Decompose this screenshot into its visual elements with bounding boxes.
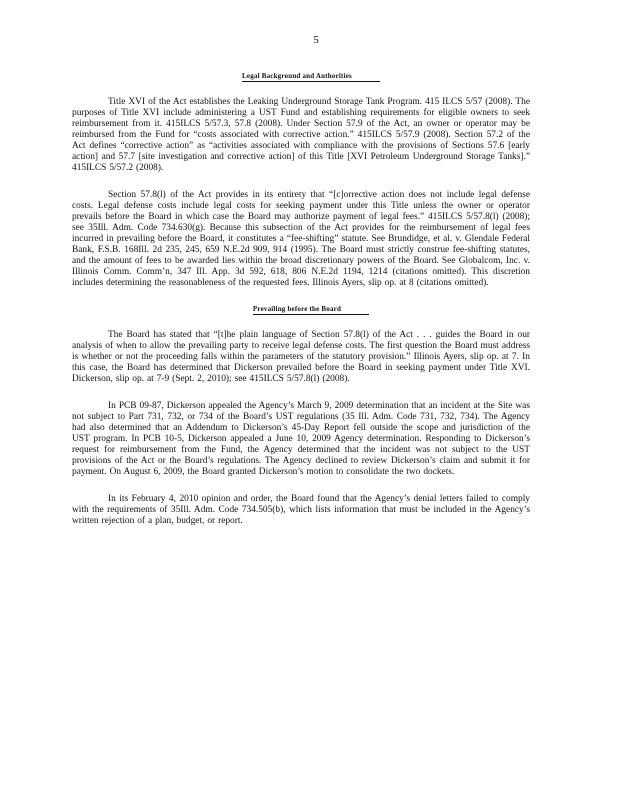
page-number: 5 (313, 34, 319, 46)
section-heading (92, 305, 530, 315)
section-prevailing (72, 305, 530, 527)
paragraph: Section 57.8(l) of the Act provides in its entirety that “[c]orrective action does not include legal defense costs. Legal defense costs include legal costs for seeking payment under this Title unless the owner or operator prevails before the Board in which case the Board may authorize payment of legal fees.” 415ILCS 5/57.8(l) (2008); see 35Ill. Adm. Code 734.630(g). Because this subsection of the Act provides for the reimbursement of legal fees incurred in prevailing before the Board, it constitutes a “fee-shifting” statute. See Brundidge, et al. v. Glendale Federal Bank, F.S.B. 168Ill. 2d 235, 245, 659 N.E.2d 909, 914 (1995). The Board must strictly construe fee-shifting statutes, and the amount of fees to be awarded lies within the broad discretionary powers of the Board. See Globalcom, Inc. v. Illinois Comm. Comm’n, 347 Ill. App. 3d 592, 618, 806 N.E.2d 1194, 1214 (citations omitted). This discretion includes determining the reasonableness of the requested fees. Illinois Ayers, slip op. at 8 (citations omitted). (72, 190, 530, 288)
paragraph: The Board has stated that “[t]he plain language of Section 57.8(l) of the Act . . . guides the Board in our analysis of when to allow the prevailing party to receive legal defense costs. The first question the Board must address is whether or not the proceeding falls within the parameters of the statutory provision.” Illinois Ayers, slip op. at 7. In this case, the Board has determined that Dickerson prevailed before the Board in seeking payment under Title XVI. Dickerson, slip op. at 7-9 (Sept. 2, 2010); see 415ILCS 5/57.8(l) (2008). (72, 330, 530, 384)
section-heading-text: Legal Background and Authorities (242, 72, 380, 82)
section-legal-background (72, 72, 530, 289)
section-heading-text: Prevailing before the Board (253, 305, 369, 315)
document-page (72, 34, 530, 543)
section-heading (92, 72, 530, 82)
paragraph: In PCB 09-87, Dickerson appealed the Agency’s March 9, 2009 determination that an incident at the Site was not subject to Part 731, 732, or 734 of the Board’s UST regulations (35 Ill. Adm. Code 731, 732, 734). The Agency had also determined that an Addendum to Dickerson’s 45-Day Report fell outside the scope and jurisdiction of the UST program. In PCB 10-5, Dickerson appealed a June 10, 2009 Agency determination. Responding to Dickerson’s request for reimbursement from the Fund, the Agency determined that the incident was not subject to the UST provisions of the Act or the Board’s regulations. The Agency declined to review Dickerson’s claim and submit it for payment. On August 6, 2009, the Board granted Dickerson’s motion to consolidate the two dockets. (72, 401, 530, 477)
paragraph: In its February 4, 2010 opinion and order, the Board found that the Agency’s denial letters failed to comply with the requirements of 35Ill. Adm. Code 734.505(b), which lists information that must be included in the Agency’s written rejection of a plan, budget, or report. (72, 494, 530, 526)
paragraph: Title XVI of the Act establishes the Leaking Underground Storage Tank Program. 415 ILCS 5/57 (2008). The purposes of Title XVI include administering a UST Fund and establishing requirements for eligible owners to seek reimbursement from it. 415ILCS 5/57.3, 57.8 (2008). Under Section 57.9 of the Act, an owner or operator may be reimbursed from the Fund for “costs associated with corrective action.” 415ILCS 5/57.9 (2008). Section 57.2 of the Act defines “corrective action” as “activities associated with compliance with the provisions of Sections 57.6 [early action] and 57.7 [site investigation and corrective action] of this Title [XVI Petroleum Underground Storage Tanks].” 415ILCS 5/57.2 (2008). (72, 97, 530, 173)
